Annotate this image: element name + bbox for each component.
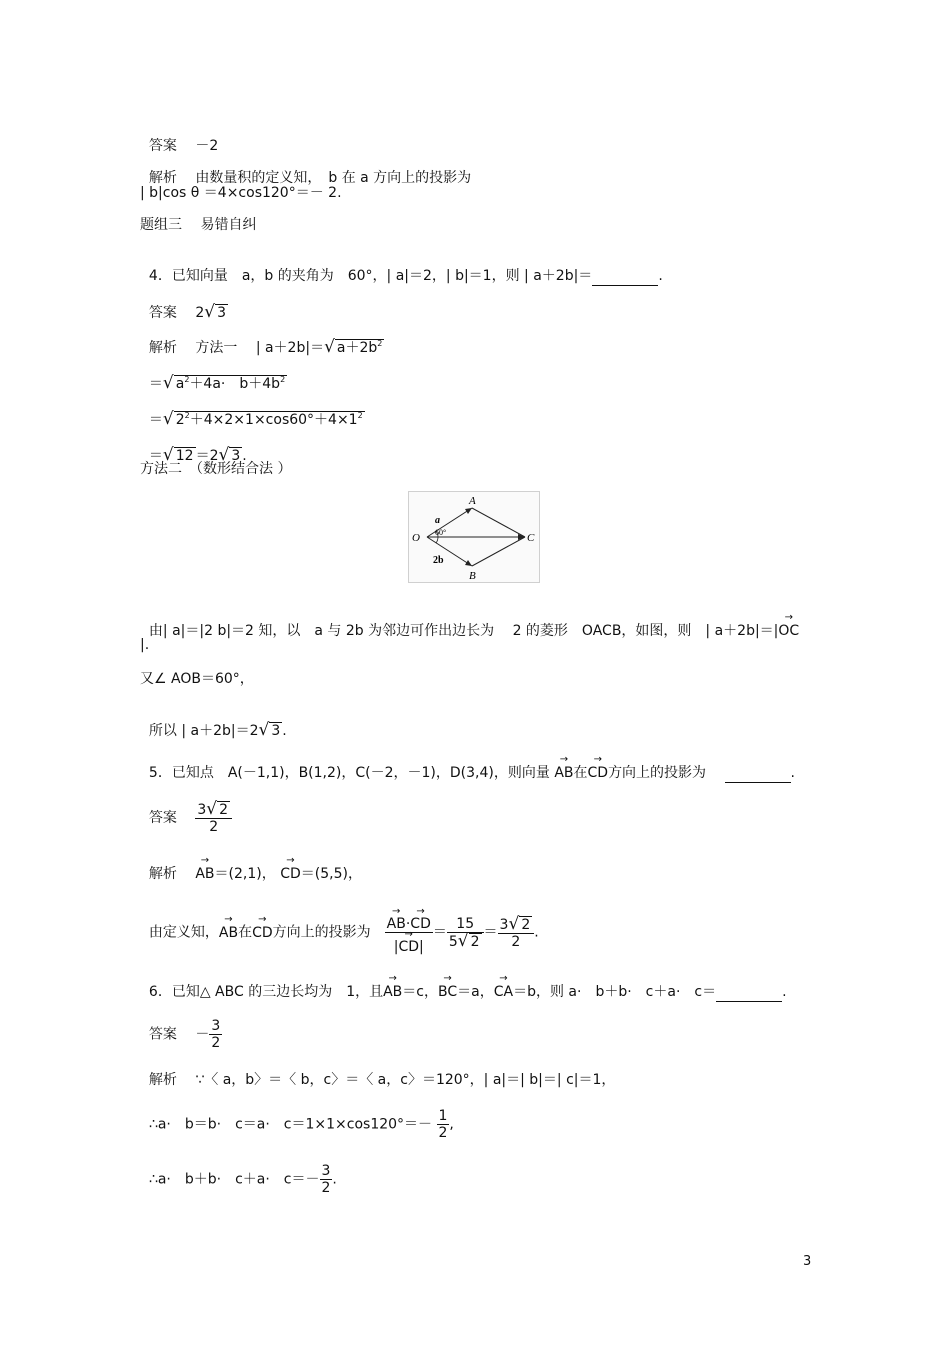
analysis-text: 由数量积的定义知， b 在 a 方向上的投影为 [195, 170, 472, 186]
answer-label: 答案 [148, 138, 177, 154]
term: ＋4a· b＋4b [189, 376, 281, 392]
period: . [332, 1171, 337, 1188]
vector-label: CD [410, 916, 431, 932]
vector: → CD [280, 855, 301, 882]
sign: － [195, 1026, 210, 1043]
paragraph-text: 由| a|＝|2 b|＝2 知，以 a 与 2b 为邻边可作出边长为 2 的菱形 OACB，如图，则 | a＋2b|＝| [148, 623, 779, 639]
term: 方向上的投影为 [608, 765, 707, 781]
period: . [534, 924, 539, 941]
vector: → CD [252, 913, 273, 941]
conclusion-text: 所以 | a＋2b|＝2 [148, 723, 259, 739]
rhombus-diagram [409, 492, 539, 582]
vector-label: AB [218, 924, 239, 941]
period: . [242, 448, 247, 464]
sqrt: √ 3 [204, 302, 227, 322]
answer-blank [592, 267, 658, 286]
label-o: O [412, 532, 420, 544]
coef: 3 [499, 916, 509, 933]
label-angle: 60° [435, 528, 447, 537]
term: ∴a· b＝b· c＝a· c＝1×1×cos120°＝－ [148, 1116, 433, 1133]
vector: → CA [493, 973, 514, 1000]
analysis-line-3 [140, 151, 471, 187]
question-4 [140, 249, 663, 286]
label-vec-a: a [435, 515, 440, 526]
angle-statement: 又∠ AOB＝60°， [140, 671, 254, 687]
analysis-label: 解析 [148, 340, 177, 356]
sqrt-body [174, 411, 365, 428]
term: ＝c， [402, 984, 438, 1000]
answer-6 [140, 1000, 222, 1051]
question-6 [140, 965, 787, 1002]
solution-6-line3 [140, 1145, 337, 1196]
vector-label: CD [252, 924, 273, 941]
sqrt-body [335, 339, 384, 356]
solution-5-line2 [140, 892, 539, 955]
term: ＝b，则 a· b＋b· c＋a· c＝ [513, 984, 717, 1000]
equals: ＝ [483, 924, 498, 941]
vector: → CD [587, 754, 609, 781]
equals: ＝ [148, 448, 163, 464]
vector-label: BC [438, 984, 458, 1000]
term: 2 [175, 412, 185, 428]
sqrt-body: 2 [521, 916, 531, 933]
vector: → BC [438, 973, 458, 1000]
superscript: 2 [184, 375, 190, 384]
method-label: 方法一 [195, 340, 238, 356]
numerator: 1 [438, 1108, 448, 1124]
coef: 3 [197, 802, 207, 818]
edge-ac [472, 508, 525, 537]
arrowhead-a [465, 508, 472, 514]
fraction [498, 913, 535, 950]
vector-label: CD [398, 939, 420, 955]
solution-4-line1 [140, 320, 384, 359]
solution-6-line1 [140, 1053, 615, 1089]
question-5 [140, 746, 795, 783]
vector-label: AB [383, 984, 403, 1000]
rhombus-figure [408, 491, 540, 583]
equals: ＝ [432, 924, 447, 941]
denominator: 5√ 2 [448, 930, 480, 951]
numerator: 3√ 2 [498, 916, 535, 934]
vector: → AB [195, 855, 215, 882]
analysis-label: 解析 [148, 170, 177, 186]
analysis-label: 解析 [148, 1072, 177, 1088]
denominator: 2 [321, 1180, 331, 1196]
numerator: → AB· → CD [386, 906, 431, 932]
answer-4 [140, 285, 228, 322]
coef: 5 [448, 933, 458, 950]
paragraph-rhombus [140, 604, 799, 640]
arrowhead-b [465, 560, 472, 566]
solution-4-line3 [140, 392, 365, 431]
section-heading: 题组三 易错自纠 [140, 217, 257, 233]
vector-label: AB [386, 916, 406, 932]
vector-label: CD [587, 765, 609, 781]
numerator: 3 [321, 1163, 331, 1179]
vector-label: AB [195, 866, 215, 882]
sqrt: √ 12 [162, 445, 194, 465]
conclusion-4 [140, 703, 287, 740]
sqrt-body: 3 [217, 305, 227, 321]
equals: ＝ [148, 376, 163, 392]
sqrt: √ 3 [218, 445, 241, 465]
numerator: 15 [447, 916, 484, 933]
answer-label: 答案 [148, 810, 177, 826]
period: . [790, 765, 795, 781]
label-a: A [469, 495, 476, 507]
period: . [282, 723, 287, 739]
term: ＝(5,5)， [300, 866, 362, 882]
sqrt-body: 3 [231, 448, 241, 464]
answer-label: 答案 [148, 305, 177, 321]
vector-label: OC [778, 623, 800, 639]
answer-4-coef: 2 [195, 305, 205, 321]
denominator: | → CD| [393, 929, 424, 955]
sqrt: √ $2^2+4\times 2\times 1\times\cos 60^\circ+4\times 1^2$ [162, 409, 363, 429]
vector-label: CD [280, 866, 301, 882]
denominator: 2 [209, 819, 219, 835]
term: ＝(2,1)， [214, 866, 276, 882]
sqrt-body: 2 [219, 802, 229, 818]
term: ＋4×2×1×cos60°＋4×1 [189, 412, 358, 428]
vector: → OC [778, 612, 800, 639]
denominator: 2 [511, 933, 521, 950]
comma: , [449, 1116, 454, 1133]
solution-6-line2 [140, 1090, 454, 1141]
period: . [782, 984, 787, 1000]
label-vec-2b: 2b [433, 555, 444, 566]
sqrt: √ $a+2b^2$ [324, 337, 383, 357]
question-4-text: 4．已知向量 a，b 的夹角为 60°，| a|＝2，| b|＝1，则 | a＋2b|＝ [148, 268, 593, 284]
term: 在 [238, 924, 253, 941]
sqrt-inner: a＋2b [336, 340, 378, 356]
vector-label: AB [554, 765, 574, 781]
sqrt: √ 3 [258, 720, 281, 740]
fraction [209, 1018, 222, 1051]
term: ＝2 [195, 448, 219, 464]
analysis-label: 解析 [148, 866, 177, 882]
solution-6-text: ∵〈 a，b〉＝〈 b，c〉＝〈 a，c〉＝120°，| a|＝| b|＝| c|＝1， [195, 1072, 616, 1088]
paragraph-rhombus-cont: |. [140, 637, 150, 653]
sqrt-body: 2 [470, 933, 480, 950]
numerator: 3 [211, 1018, 221, 1034]
vector-label: CA [493, 984, 514, 1000]
fraction [195, 801, 232, 835]
solution-4-line2 [140, 356, 287, 395]
edge-oa [427, 508, 472, 537]
superscript: 2 [377, 339, 383, 348]
sqrt-body: 3 [271, 723, 281, 739]
fraction [385, 906, 433, 955]
denominator: 2 [211, 1035, 221, 1051]
edge-bc [472, 537, 525, 566]
sqrt-body: 12 [175, 448, 194, 464]
fraction [447, 916, 484, 950]
superscript: 2 [184, 411, 190, 420]
term: 在 [573, 765, 588, 781]
fraction [320, 1163, 333, 1196]
solution-4-lhs: | a＋2b|＝ [255, 340, 325, 356]
question-5-text: 5．已知点 A(－1,1)，B(1,2)，C(－2，－1)，D(3,4)，则向量 [148, 765, 550, 781]
sqrt-body [174, 375, 287, 392]
solution-5-line1 [140, 847, 362, 883]
superscript: 2 [357, 411, 363, 420]
answer-blank [725, 764, 791, 783]
sqrt: √ $a^2+4a\cdot$ $b+4b^2$ [162, 373, 286, 393]
question-4-end: . [658, 268, 663, 284]
answer-5 [140, 783, 232, 835]
term: 由定义知， [148, 924, 219, 941]
vector: → AB [383, 973, 403, 1000]
answer-blank [716, 983, 782, 1002]
numerator: 3√ 2 [195, 801, 232, 819]
label-c: C [527, 532, 535, 544]
answer-line-3 [140, 119, 218, 155]
projection-formula: | b|cos θ ＝4×cos120°＝－ 2. [140, 185, 342, 201]
superscript: 2 [280, 375, 286, 384]
term: a [175, 376, 185, 392]
denominator: 2 [438, 1125, 448, 1141]
term: ＝a， [457, 984, 494, 1000]
answer-value: －2 [195, 138, 219, 154]
term: ∴a· b＋b· c＋a· c＝－ [148, 1171, 320, 1188]
label-b: B [469, 570, 476, 582]
answer-label: 答案 [148, 1026, 177, 1043]
question-6-text: 6．已知△ ABC 的三边长均为 1，且 [148, 984, 384, 1000]
term: 方向上的投影为 [272, 924, 371, 941]
page-number: 3 [803, 1254, 812, 1269]
vector: → AB [218, 913, 239, 941]
method-two-heading: 方法二 （数形结合法 ） [140, 461, 292, 477]
vector: → AB [554, 754, 574, 781]
fraction [437, 1108, 450, 1141]
equals: ＝ [148, 412, 163, 428]
